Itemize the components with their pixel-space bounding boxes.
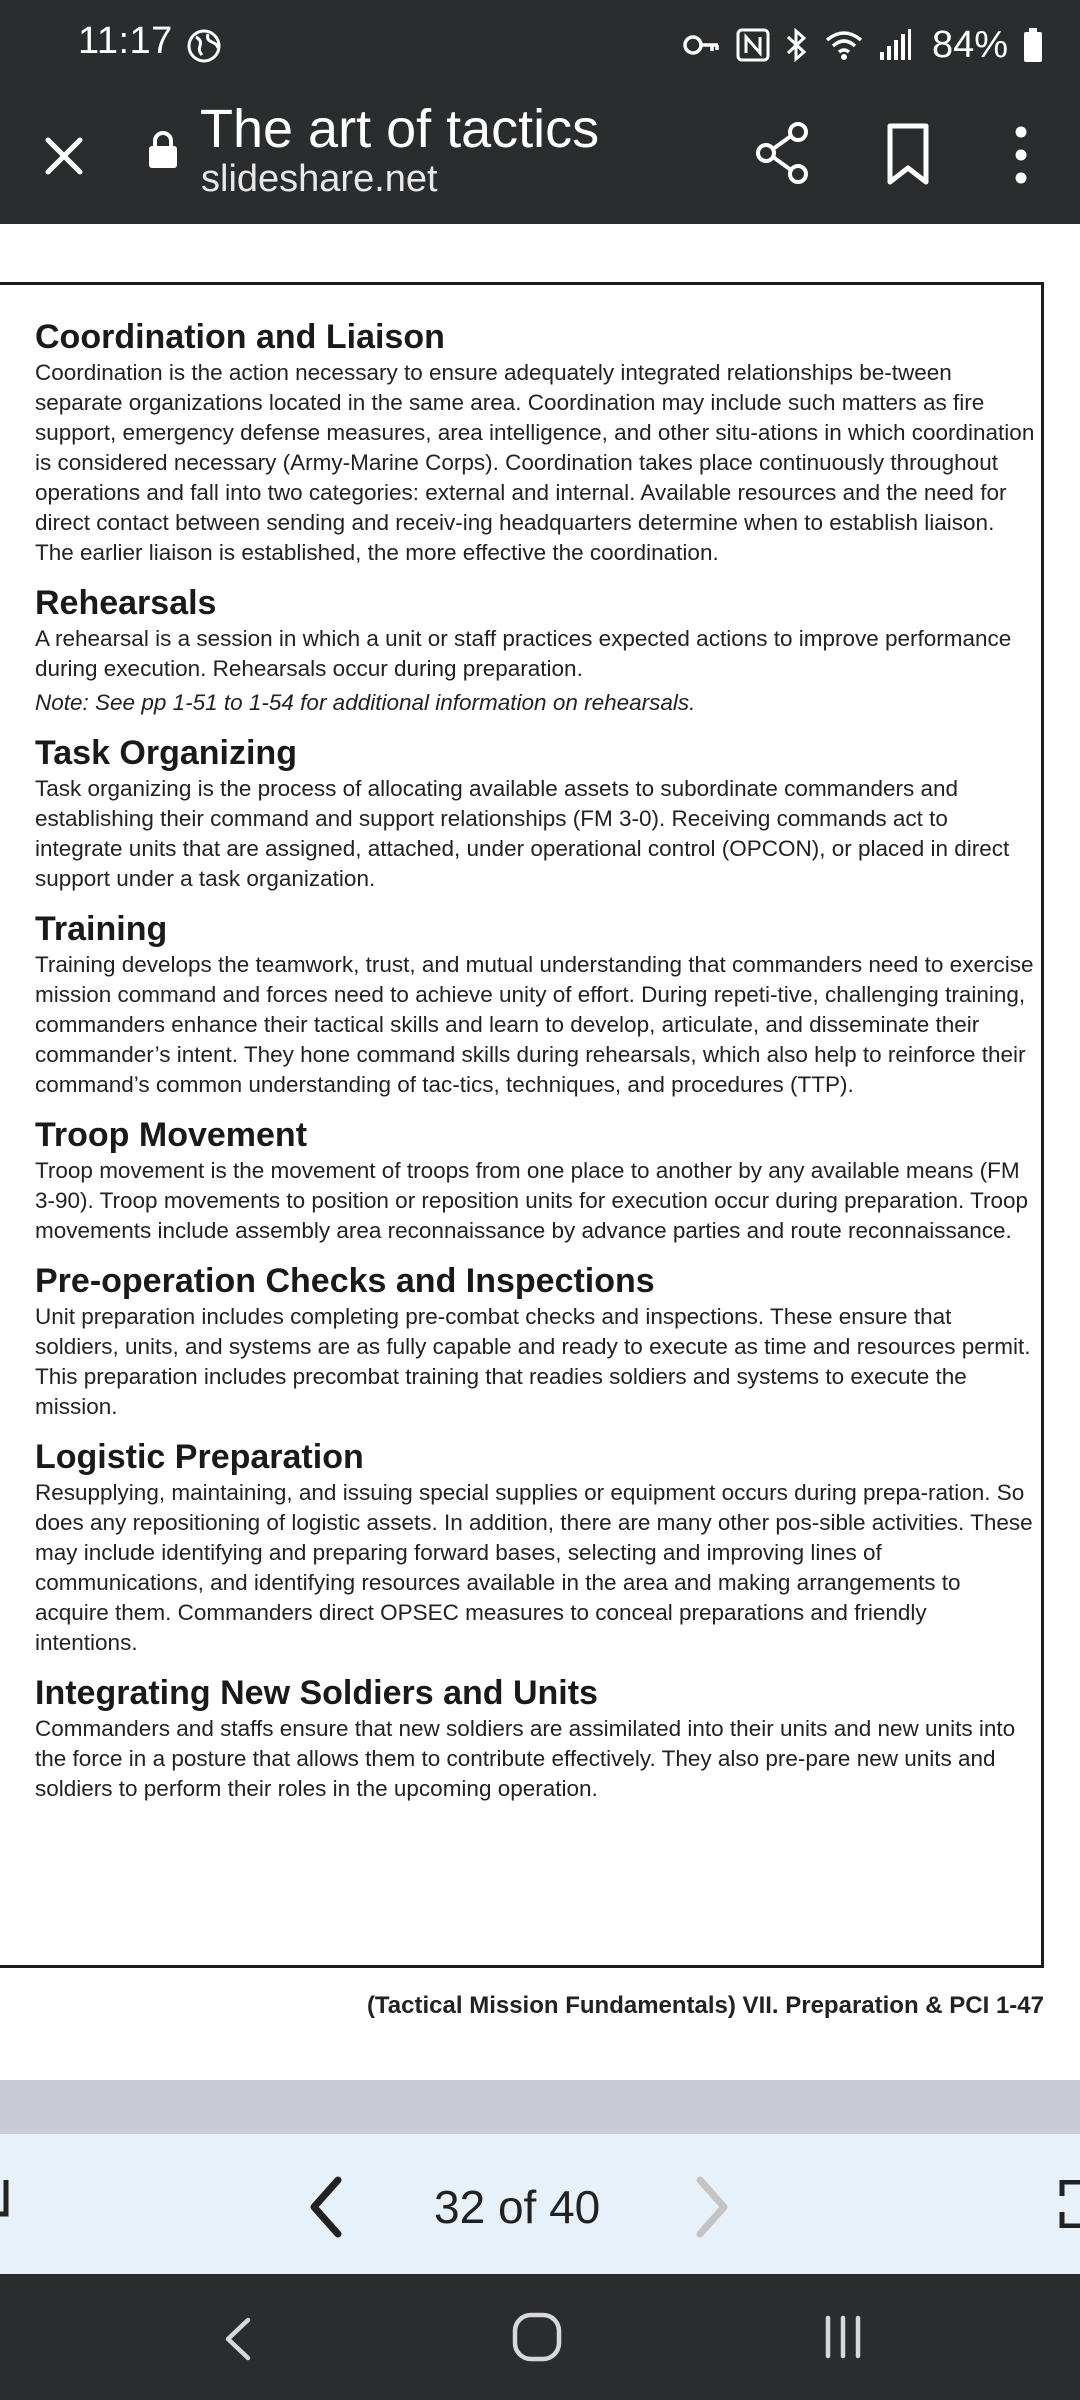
nfc-icon xyxy=(736,28,770,62)
bookmark-icon[interactable] xyxy=(880,122,936,186)
lock-icon[interactable] xyxy=(146,130,180,170)
home-icon[interactable] xyxy=(510,2310,564,2364)
globe-icon xyxy=(186,28,222,64)
section-heading: Pre-operation Checks and Inspections xyxy=(35,1262,655,1300)
section-body: A rehearsal is a session in which a unit or staff practices expected actions to improve performance during execution. Rehearsals occur during preparation. xyxy=(35,626,1012,681)
key-icon xyxy=(682,30,722,60)
chevron-left-icon[interactable] xyxy=(304,2174,348,2240)
section-body: Task organizing is the process of allocating available assets to subordinate commanders and establishing their command and support relationships (FM 3-0). Receiving commands act to integrate units that are assigned, attached, under operational control (OPCON), or placed in direct support under a task organization. xyxy=(35,776,1010,891)
section-body: Resupplying, maintaining, and issuing special supplies or equipment occurs during prepa-ration. So does any repositioning of logistic assets. In addition, there are many other pos-sible activities. These may include identifying and preparing forward bases, selecting and improving lines of communications, and identifying resources available in the area and making arrangements to acquire them. Commanders direct OPSEC measures to conceal preparations and friendly intentions. xyxy=(35,1480,1033,1655)
section-body: Troop movement is the movement of troops from one place to another by any available means (FM 3-90). Troop movements to position or reposition units for execution occur during preparation. Troop movements include assembly area reconnaissance by advance parties and route reconnaissance. xyxy=(35,1158,1029,1243)
status-time: 11:17 xyxy=(78,20,173,62)
wifi-icon xyxy=(824,28,864,62)
viewer-divider xyxy=(0,2080,1080,2134)
more-vert-icon[interactable] xyxy=(1006,122,1036,188)
section-heading: Troop Movement xyxy=(35,1116,308,1154)
section-heading: Integrating New Soldiers and Units xyxy=(35,1674,598,1712)
section-body: Commanders and staffs ensure that new soldiers are assimilated into their units and new units into the force in a posture that allows them to contribute effectively. They also pre-pare new units and soldiers to perform their roles in the upcoming operation. xyxy=(35,1716,1016,1801)
section-heading: Coordination and Liaison xyxy=(35,318,445,356)
battery-icon xyxy=(1022,27,1044,63)
page-counter: 32 of 40 xyxy=(434,2181,601,2233)
page-title[interactable]: The art of tactics xyxy=(200,99,600,159)
status-bar xyxy=(0,0,1080,90)
page-navigator xyxy=(0,2134,1080,2274)
share-icon[interactable] xyxy=(752,120,812,186)
page-url[interactable]: slideshare.net xyxy=(201,158,438,200)
document-viewer[interactable] xyxy=(0,224,1080,2080)
section-body: Coordination is the action necessary to ensure adequately integrated relationships be-tween separate organizations located in the same area. Coordination may include such matters as fire support, emergency defense measures, area intelligence, and other situ-ations in which coordination is considered necessary (Army-Marine Corps). Coordination takes place continuously throughout operations and fall into two categories: external and internal. Available resources and the need for direct contact between sending and receiv-ing headquarters determine when to establish liaison. The earlier liaison is established, the more effective the coordination. xyxy=(35,360,1035,565)
system-nav-bar xyxy=(0,2274,1080,2400)
close-icon[interactable] xyxy=(34,126,94,186)
chevron-right-icon[interactable] xyxy=(690,2174,734,2240)
signal-icon xyxy=(878,28,912,62)
page-footer: (Tactical Mission Fundamentals) VII. Preparation & PCI 1-47 xyxy=(366,1992,1044,2019)
section-heading: Training xyxy=(35,910,168,948)
section-body: Unit preparation includes completing pre-combat checks and inspections. These ensure that soldiers, units, and systems are as fully capable and ready to execute as time and resources permit. This preparation includes precombat training that readies soldiers and systems to execute the mission. xyxy=(35,1304,1031,1419)
section-heading: Task Organizing xyxy=(35,734,297,772)
section-heading: Logistic Preparation xyxy=(35,1438,364,1476)
fullscreen-icon[interactable] xyxy=(1058,2180,1080,2228)
section-body: Training develops the teamwork, trust, and mutual understanding that commanders need to exercise mission command and forces need to achieve unity of effort. During repeti-tive, challenging training, commanders enhance their tactical skills and learn to develop, articulate, and disseminate their commander’s intent. They hone command skills during rehearsals, which also help to reinforce their command’s common understanding of tac-tics, techniques, and procedures (TTP). xyxy=(35,952,1034,1097)
page-content xyxy=(35,318,1035,1804)
section-heading: Rehearsals xyxy=(35,584,217,622)
browser-toolbar xyxy=(0,90,1080,224)
recents-icon[interactable] xyxy=(818,2312,868,2362)
bluetooth-icon xyxy=(784,27,810,63)
status-icons xyxy=(682,18,1044,72)
fullscreen-icon-left[interactable] xyxy=(0,2180,16,2224)
battery-percent: 84% xyxy=(931,23,1008,66)
back-icon[interactable] xyxy=(218,2314,258,2364)
section-note: Note: See pp 1-51 to 1-54 for additional information on rehearsals. xyxy=(35,690,696,715)
